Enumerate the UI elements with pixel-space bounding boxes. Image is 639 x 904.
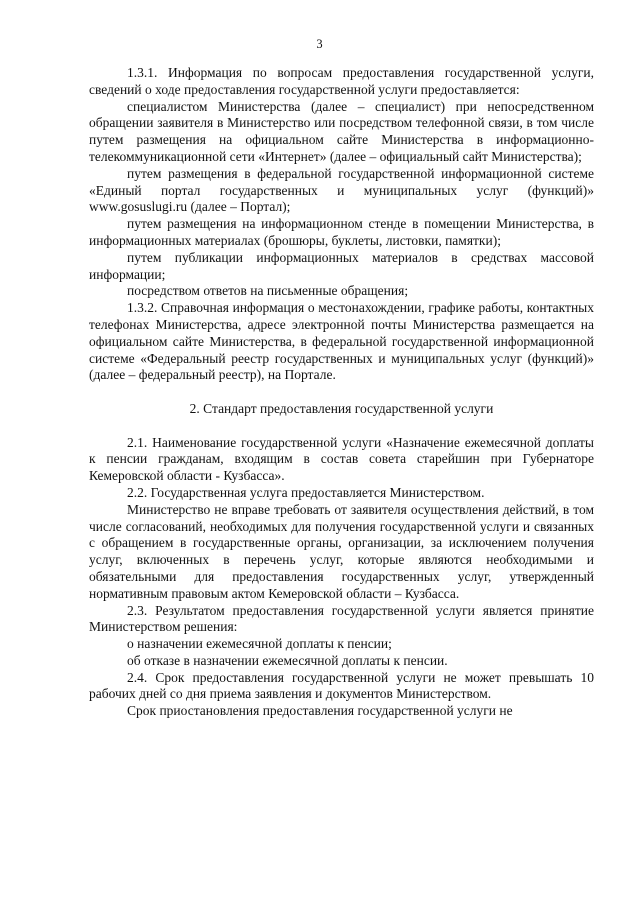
paragraph-2-4: 2.4. Срок предоставления государственной услуги не может превышать 10 рабочих дней со дня приема заявления и документов Министерством.	[89, 669, 594, 702]
paragraph-written-requests: посредством ответов на письменные обращения;	[127, 283, 409, 299]
page-number: 3	[316, 37, 323, 51]
spacer	[89, 418, 594, 435]
paragraph-portal: путем размещения в федеральной государственной информационной системе «Единый портал государственных и муниципальных услуг (функций)» www.gosuslugi.ru (далее – Портал);	[89, 165, 594, 215]
paragraph-2-1: 2.1. Наименование государственной услуги «Назначение ежемесячной доплаты к пенсии гражданам, входящим в состав совета старейшин при Губернаторе Кемеровской области - Кузбасса».	[89, 434, 594, 484]
paragraph-suspension: Срок приостановления предоставления государственной услуги не	[127, 703, 513, 719]
document-body	[89, 65, 594, 720]
paragraph-1-3-1: 1.3.1. Информация по вопросам предоставления государственной услуги, сведений о ходе предоставления государственной услуги предоставляется:	[89, 65, 594, 97]
paragraph-stand: путем размещения на информационном стенде в помещении Министерства, в информационных материалах (брошюры, буклеты, листовки, памятки);	[89, 216, 594, 248]
paragraph-decision-refuse: об отказе в назначении ежемесячной доплаты к пенсии.	[127, 652, 448, 668]
paragraph-2-2: 2.2. Государственная услуга предоставляется Министерством.	[127, 484, 485, 500]
paragraph-decision-grant: о назначении ежемесячной доплаты к пенсии;	[127, 636, 392, 652]
spacer	[89, 384, 594, 401]
paragraph-specialist: специалистом Министерства (далее – специалист) при непосредственном обращении заявителя в Министерство или посредством телефонной связи, в том числе путем размещения на официальном сайте Министерства в информационно-телекоммуникационной сети «Интернет» (далее – официальный сайт Министерства);	[89, 98, 594, 164]
paragraph-media: путем публикации информационных материалов в средствах массовой информации;	[89, 249, 594, 282]
paragraph-2-3: 2.3. Результатом предоставления государственной услуги является принятие Министерством решения:	[89, 602, 594, 635]
paragraph-ministry-restrictions: Министерство не вправе требовать от заявителя осуществления действий, в том числе согласований, необходимых для получения государственной услуги и связанных с обращением в государственные органы, организации, за исключением получения услуг, включенных в перечень услуг, которые являются необходимыми и обязательными для предоставления государственных услуг, утвержденный нормативным правовым актом Кемеровской области – Кузбасса.	[89, 501, 594, 601]
section-heading: 2. Стандарт предоставления государственной услуги	[189, 400, 494, 416]
paragraph-1-3-2: 1.3.2. Справочная информация о местонахождении, графике работы, контактных телефонах Министерства, адресе электронной почты Министерства размещается на официальном сайте Министерства, в федеральной государственной информационной системе «Федеральный реестр государственных и муниципальных услуг (функций)» (далее – федеральный реестр), на Портале.	[89, 300, 594, 383]
